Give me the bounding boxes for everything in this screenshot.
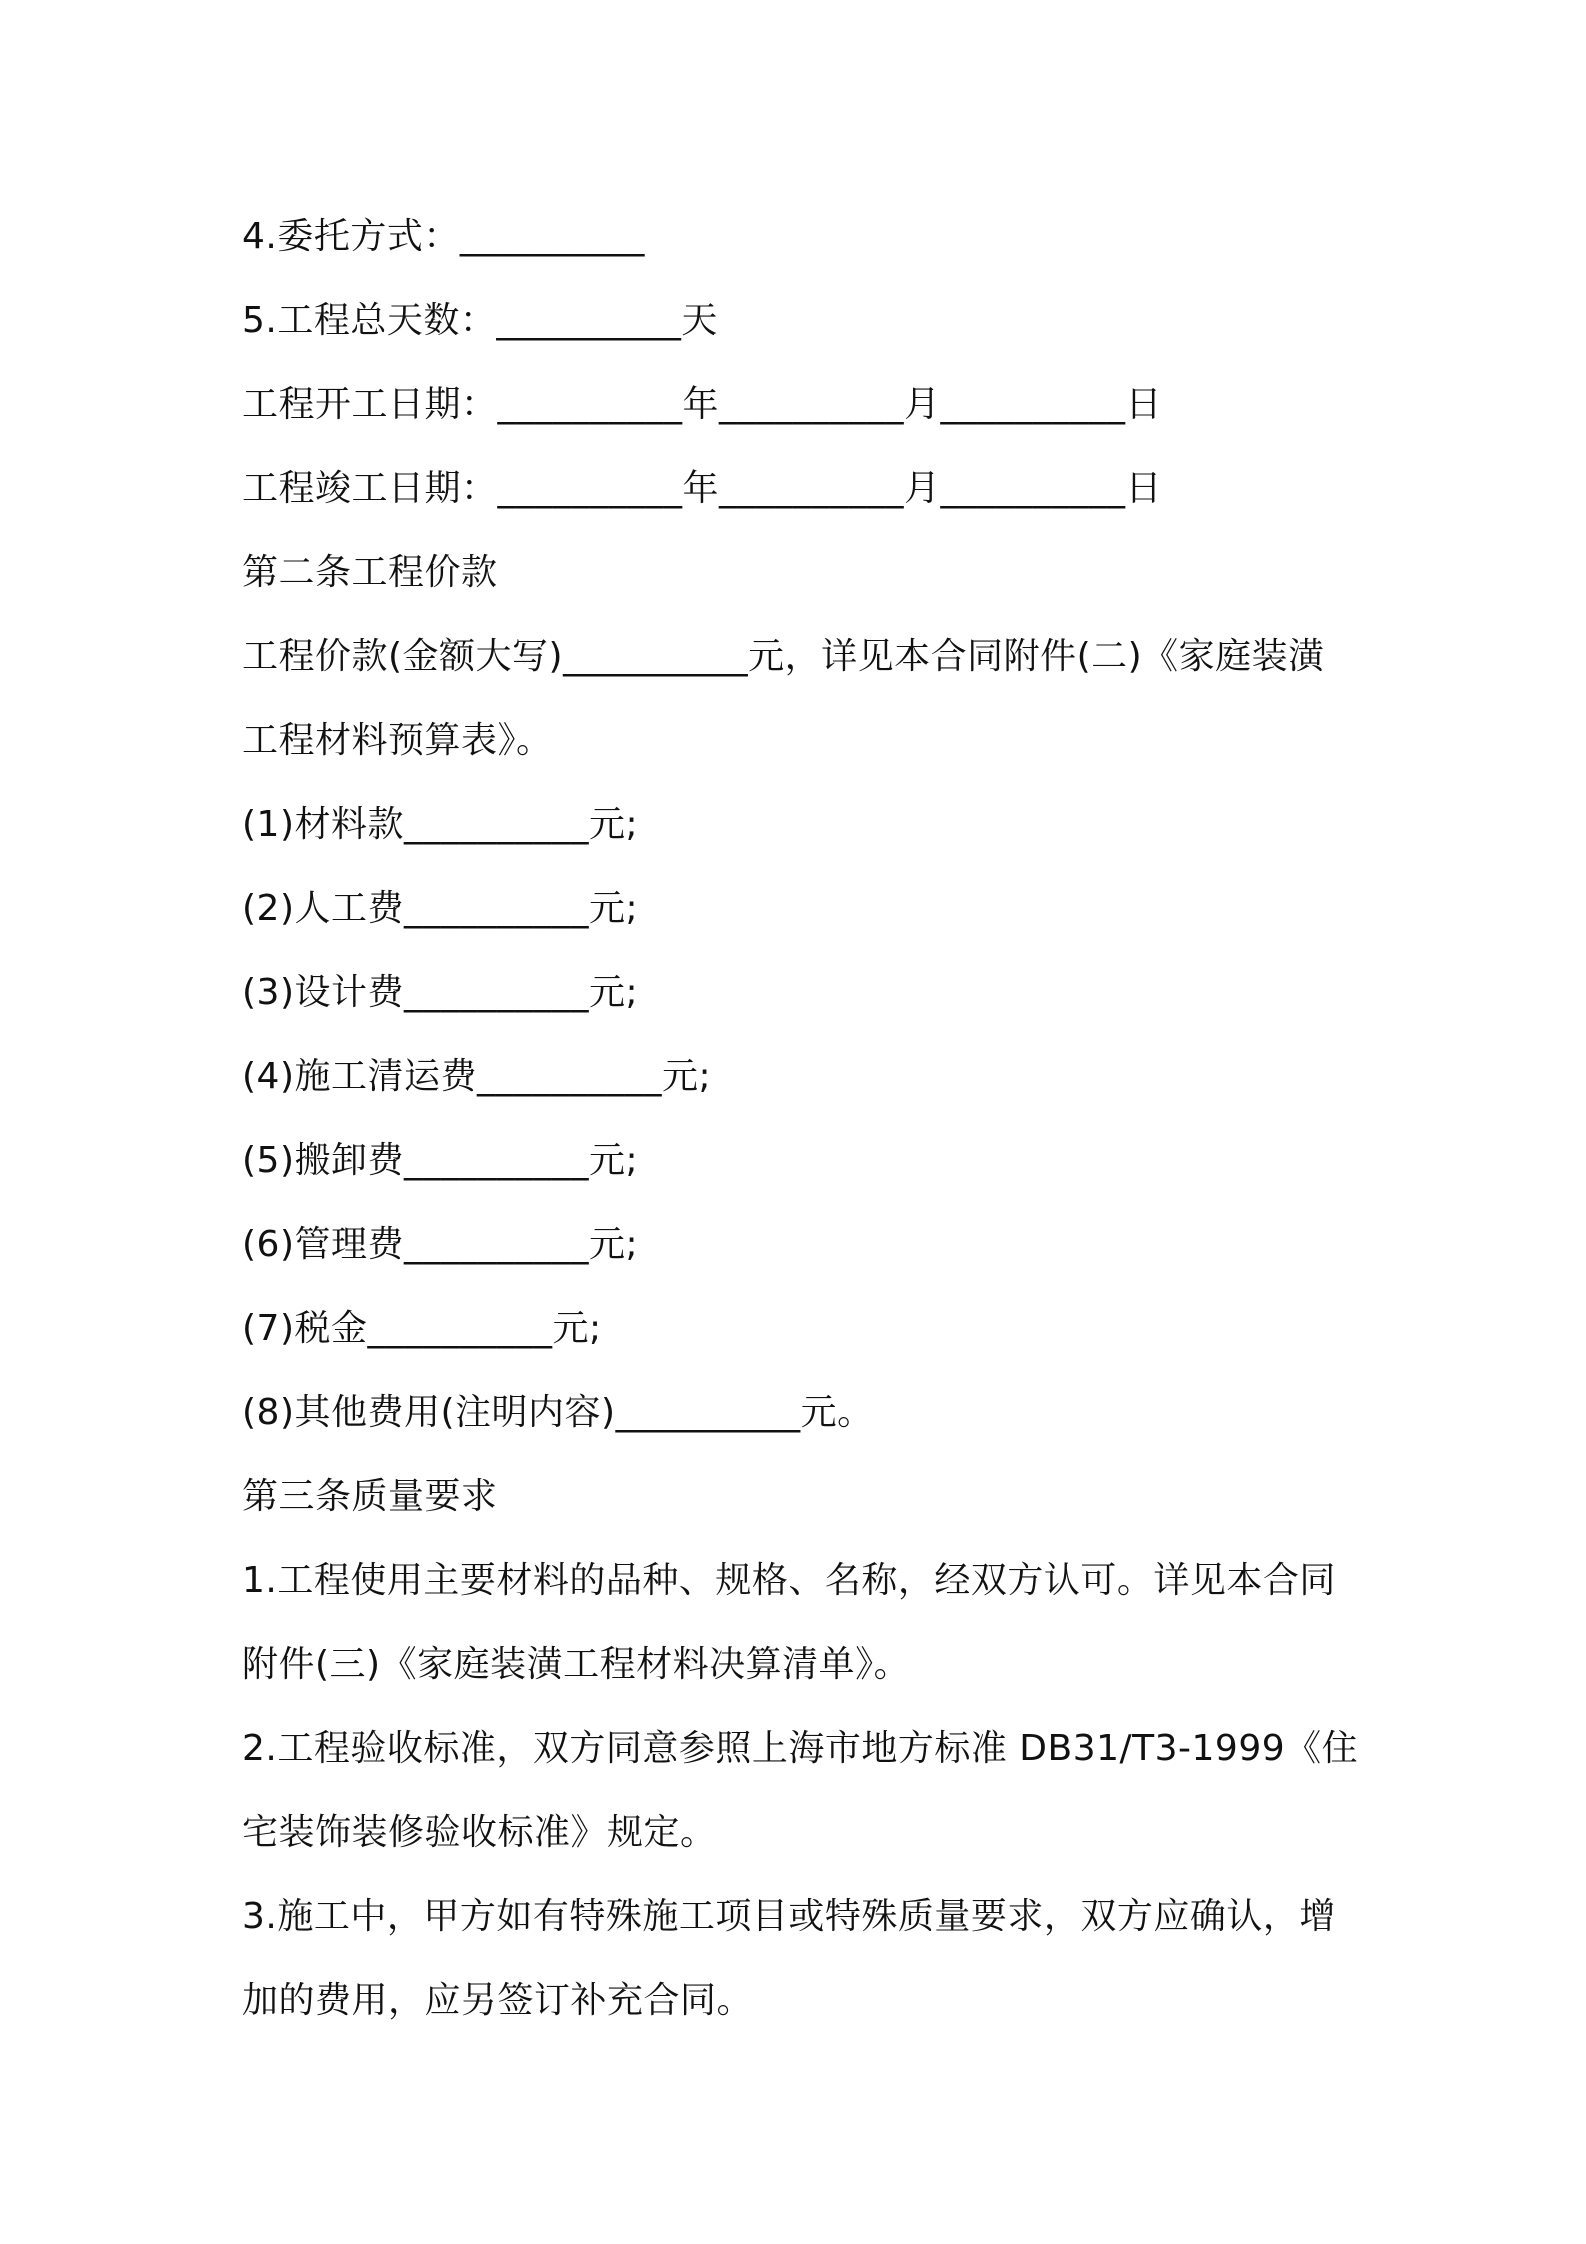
item-other-fees: (8)其他费用(注明内容)__________元。	[242, 1392, 874, 1433]
section-heading-price: 第二条工程价款	[242, 552, 498, 593]
paragraph-quality-3-line-2: 加的费用，应另签订补充合同。	[242, 1980, 754, 2021]
clause-total-days: 5.工程总天数：__________天	[242, 300, 718, 341]
item-tax: (7)税金__________元;	[242, 1308, 602, 1349]
item-management-fee: (6)管理费__________元;	[242, 1224, 639, 1265]
clause-completion-date: 工程竣工日期：__________年__________月__________日	[242, 468, 1163, 509]
paragraph-quality-3-line-1: 3.施工中，甲方如有特殊施工项目或特殊质量要求，双方应确认，增	[242, 1896, 1336, 1937]
section-heading-quality: 第三条质量要求	[242, 1476, 498, 1517]
item-labor-cost: (2)人工费__________元;	[242, 888, 639, 929]
paragraph-price-line-1: 工程价款(金额大写)__________元，详见本合同附件(二)《家庭装潢	[242, 636, 1325, 677]
item-moving-fee: (5)搬卸费__________元;	[242, 1140, 639, 1181]
item-cleanup-fee: (4)施工清运费__________元;	[242, 1056, 712, 1097]
paragraph-quality-2-line-1: 2.工程验收标准，双方同意参照上海市地方标准 DB31/T3-1999《住	[242, 1728, 1359, 1769]
item-design-fee: (3)设计费__________元;	[242, 972, 639, 1013]
clause-start-date: 工程开工日期：__________年__________月__________日	[242, 384, 1163, 425]
paragraph-quality-1-line-1: 1.工程使用主要材料的品种、规格、名称，经双方认可。详见本合同	[242, 1560, 1336, 1601]
document-body	[242, 195, 1359, 2043]
item-material-cost: (1)材料款__________元;	[242, 804, 639, 845]
clause-commission-method: 4.委托方式：__________	[242, 216, 645, 257]
paragraph-quality-2-line-2: 宅装饰装修验收标准》规定。	[242, 1812, 717, 1853]
paragraph-price-line-2: 工程材料预算表》。	[242, 720, 553, 761]
paragraph-quality-1-line-2: 附件(三)《家庭装潢工程材料决算清单》。	[242, 1644, 911, 1685]
